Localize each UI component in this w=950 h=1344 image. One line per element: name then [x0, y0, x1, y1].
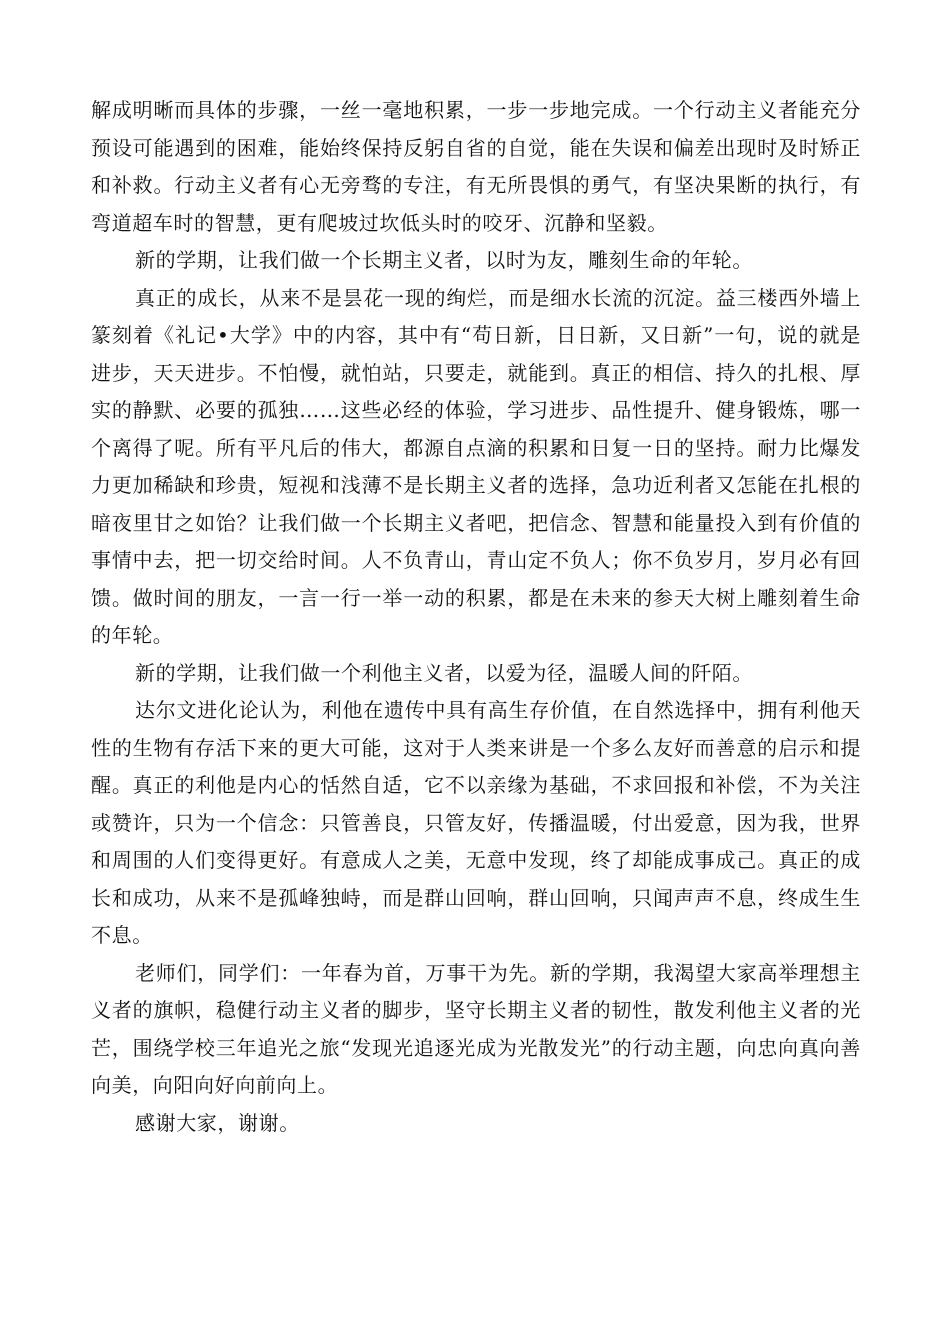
paragraph-longtermist-body: 真正的成长，从来不是昙花一现的绚烂，而是细水长流的沉淀。益三楼西外墙上篆刻着《礼记•大学》中的内容，其中有“苟日新，日日新，又日新”一句，说的就是进步，天天进步。不怕慢，就怕站，只要走，就能到。真正的相信、持久的扎根、厚实的静默、必要的孤独……这些必经的体验，学习进步、品性提升、健身锻炼，哪一个离得了呢。所有平凡后的伟大，都源自点滴的积累和日复一日的坚持。耐力比爆发力更加稀缺和珍贵，短视和浅薄不是长期主义者的选择，急功近利者又怎能在扎根的暗夜里甘之如饴？让我们做一个长期主义者吧，把信念、智慧和能量投入到有价值的事情中去，把一切交给时间。人不负青山，青山定不负人；你不负岁月，岁月必有回馈。做时间的朋友，一言一行一举一动的积累，都是在未来的参天大树上雕刻着生命的年轮。 — [91, 285, 861, 647]
paragraph-action-continuation: 解成明晰而具体的步骤，一丝一毫地积累，一步一步地完成。一个行动主义者能充分预设可能遇到的困难，能始终保持反躬自省的自觉，能在失误和偏差出现时及时矫正和补救。行动主义者有心无旁骛的专注，有无所畏惧的勇气，有坚决果断的执行，有弯道超车时的智慧，更有爬坡过坎低头时的咬牙、沉静和坚毅。 — [91, 98, 861, 235]
paragraph-altruist-body: 达尔文进化论认为，利他在遗传中具有高生存价值，在自然选择中，拥有利他天性的生物有存活下来的更大可能，这对于人类来讲是一个多么友好而善意的启示和提醒。真正的利他是内心的恬然自适，它不以亲缘为基础，不求回报和补偿，不为关注或赞许，只为一个信念：只管善良，只管友好，传播温暖，付出爱意，因为我，世界和周围的人们变得更好。有意成人之美，无意中发现，终了却能成事成己。真正的成长和成功，从来不是孤峰独峙，而是群山回响，群山回响，只闻声声不息，终成生生不息。 — [91, 698, 861, 947]
paragraph-thanks: 感谢大家，谢谢。 — [135, 1110, 300, 1135]
paragraph-longtermist-heading: 新的学期，让我们做一个长期主义者，以时为友，雕刻生命的年轮。 — [135, 248, 753, 272]
paragraph-closing-appeal: 老师们，同学们：一年春为首，万事干为先。新的学期，我渴望大家高举理想主义者的旗帜，稳健行动主义者的脚步，坚守长期主义者的韧性，散发利他主义者的光芒，围绕学校三年追光之旅“发现光追逐光成为光散发光”的行动主题，向忠向真向善向美，向阳向好向前向上。 — [91, 960, 861, 1097]
paragraph-altruist-heading: 新的学期，让我们做一个利他主义者，以爱为径，温暖人间的阡陌。 — [135, 660, 753, 685]
document-page — [91, 92, 861, 1142]
